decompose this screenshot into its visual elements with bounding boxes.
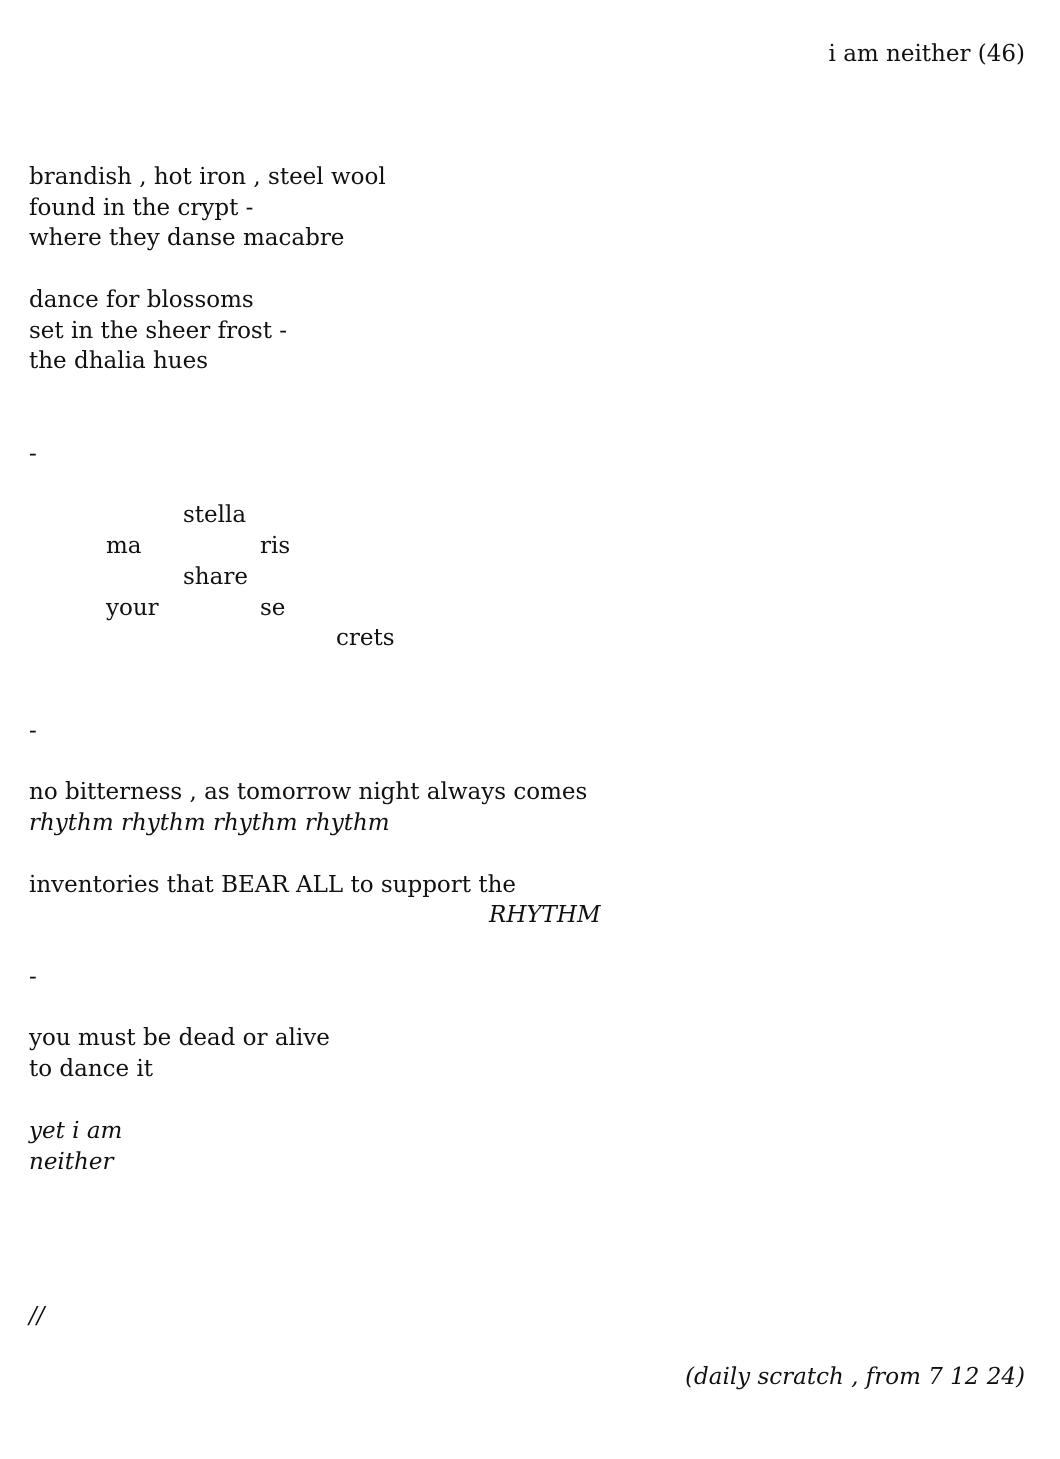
poem-line: brandish , hot iron , steel wool <box>29 164 386 190</box>
poem-line: inventories that BEAR ALL to support the <box>29 872 516 898</box>
concrete-word-ris: ris <box>260 533 291 559</box>
concrete-word-stella: stella <box>183 502 247 528</box>
poem-line: no bitterness , as tomorrow night always comes <box>29 779 588 805</box>
concrete-word-se: se <box>260 595 286 621</box>
poem-line: you must be dead or alive <box>29 1025 330 1051</box>
section-divider: - <box>29 718 37 744</box>
concrete-word-share: share <box>183 564 248 590</box>
poem-line-italic: yet i am <box>29 1118 123 1144</box>
poem-line-italic: RHYTHM <box>489 902 601 928</box>
poem-line: dance for blossoms <box>29 287 254 313</box>
poem-line-italic: neither <box>29 1149 114 1175</box>
section-divider: - <box>29 441 37 467</box>
page-title: i am neither (46) <box>828 41 1025 67</box>
poem-line: where they danse macabre <box>29 225 345 251</box>
concrete-word-ma: ma <box>106 533 142 559</box>
footer-note: (daily scratch , from 7 12 24) <box>685 1364 1025 1390</box>
poem-line: the dhalia hues <box>29 348 209 374</box>
poem-line: found in the crypt - <box>29 195 254 221</box>
poem-line: to dance it <box>29 1056 154 1082</box>
section-divider: - <box>29 964 37 990</box>
poem-line: set in the sheer frost - <box>29 318 288 344</box>
poem-line-italic: rhythm rhythm rhythm rhythm <box>29 810 390 836</box>
concrete-word-your: your <box>106 595 159 621</box>
end-mark: // <box>29 1303 45 1329</box>
concrete-word-crets: crets <box>336 625 395 651</box>
